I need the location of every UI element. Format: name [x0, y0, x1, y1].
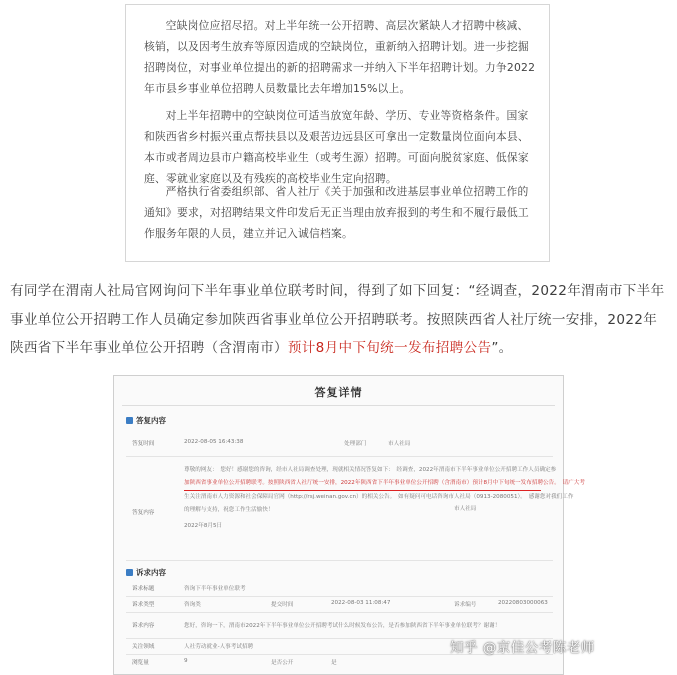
reply-content-body: [184, 464, 585, 533]
reply-line-3: 生关注渭南市人力资源和社会保障局官网（http://rsj.weinan.gov.cn）的相关公告。 如有疑问可电话咨询市人社局（0913-2080051）。 感谢您对我们工作: [184, 494, 574, 500]
reply-dept-value: 市人社局: [388, 441, 411, 447]
request-content-value: 您好，咨询一下，渭南市2022年下半年事业单位公开招聘考试什么时候发布公告，是否参加陕西省下半年事业单位联考？谢谢！: [184, 623, 501, 629]
request-view-value: 9: [184, 658, 188, 664]
section-reply-heading: [126, 415, 166, 426]
request-time-label: 提交时间: [271, 602, 294, 608]
reply-content-row: [126, 456, 585, 561]
section-request-heading: [126, 567, 166, 578]
article-text-end: ”。: [491, 340, 513, 356]
article-paragraph: [10, 277, 670, 363]
request-content-label: 诉求内容: [132, 623, 155, 629]
reply-line-1: 尊敬的网友： 您好！感谢您的咨询，经市人社局调查处理，现就相关情况答复如下： 经调查，2022年渭南市下半年事业单位公开招聘工作人员确定参: [184, 467, 557, 473]
request-view-row: [126, 654, 553, 670]
policy-paragraph-2: 对上半年招聘中的空缺岗位可适当放宽年龄、学历、专业等资格条件。国家和陕西省乡村振兴重点帮扶县以及艰苦边远县区可拿出一定数量岗位面向本县、本市或者周边县市户籍高校毕业生（或考生源）招聘。可面向脱贫家庭、低保家庭、零就业家庭以及有残疾的高校毕业生定向招聘。: [144, 109, 529, 185]
request-scope-label: 关注领域: [132, 644, 155, 650]
reply-date: 2022年8月5日: [184, 523, 223, 529]
section-reply-label: 答复内容: [136, 416, 166, 425]
request-no-value: 20220803000063: [498, 600, 548, 606]
reply-line-4: 的理解与支持，祝您工作生活愉快！: [184, 507, 274, 513]
request-scope-value: 人社劳动就业-人事考试招聘: [184, 644, 254, 650]
title-divider: [122, 405, 555, 406]
request-time-value: 2022-08-03 11:08:47: [331, 600, 391, 606]
section-request-label: 诉求内容: [136, 568, 166, 577]
request-content-row: [126, 612, 553, 639]
reply-time-row: [126, 428, 553, 457]
policy-document-excerpt: [125, 4, 550, 262]
policy-paragraph-3: 严格执行省委组织部、省人社厅《关于加强和改进基层事业单位招聘工作的通知》要求，对招聘结果文件印发后无正当理由放弃报到的考生和不履行最低工作服务年限的人员，建立并记入诚信档案。: [144, 185, 529, 240]
reply-dept-label: 处理部门: [344, 441, 367, 447]
request-title-row: [126, 580, 553, 597]
reply-content-label: 答复内容: [132, 510, 155, 516]
request-title-value: 咨询下半年事业单位联考: [184, 586, 246, 592]
request-type-value: 咨询类: [184, 602, 201, 608]
article-text: 有同学在渭南人社局官网询问下半年事业单位联考时间，得到了如下回复：“经调查，2022年渭南市下半年事业单位公开招聘工作人员确定参加陕西省事业单位公开招聘联考。按照陕西省人社厅统一安排，2022年陕西省下半年事业单位公开招聘（含渭南市）: [10, 283, 665, 356]
reply-line-2: 加陕西省事业单位公开招聘联考。按照陕西省人社厅统一安排，2022年陕西省下半年事业单位公开招聘（含渭南市）预计8月中下旬统一发布招聘公告。 请广大考: [184, 477, 541, 491]
request-type-label: 诉求类型: [132, 602, 155, 608]
article-highlight: 预计8月中下旬统一发布招聘公告: [287, 340, 492, 356]
section-icon: [126, 417, 133, 424]
request-view-label: 浏览量: [132, 660, 149, 666]
request-no-label: 诉求编号: [454, 602, 477, 608]
reply-time-value: 2022-08-05 16:43:38: [184, 439, 244, 445]
request-meta-row: [126, 596, 553, 613]
request-public-value: 是: [331, 660, 337, 666]
request-title-label: 诉求标题: [132, 586, 155, 592]
reply-time-label: 答复时间: [132, 441, 155, 447]
reply-details-screenshot: [113, 375, 585, 675]
section-icon: [126, 569, 133, 576]
policy-paragraph-1: 空缺岗位应招尽招。对上半年统一公开招聘、高层次紧缺人才招聘中核减、核销，以及因考生放弃等原因造成的空缺岗位，重新纳入招聘计划。进一步挖掘招聘岗位，对事业单位提出的新的招聘需求一并纳入下半年招聘计划。力争2022年市县乡事业单位招聘人员数量比去年增加15%以上。: [144, 19, 536, 95]
reply-signature: 市人社局: [454, 506, 477, 512]
zhihu-watermark: 知乎 @京佳公考陈老师: [450, 640, 595, 656]
request-public-label: 是否公开: [271, 660, 294, 666]
reply-title: 答复详情: [314, 386, 363, 399]
